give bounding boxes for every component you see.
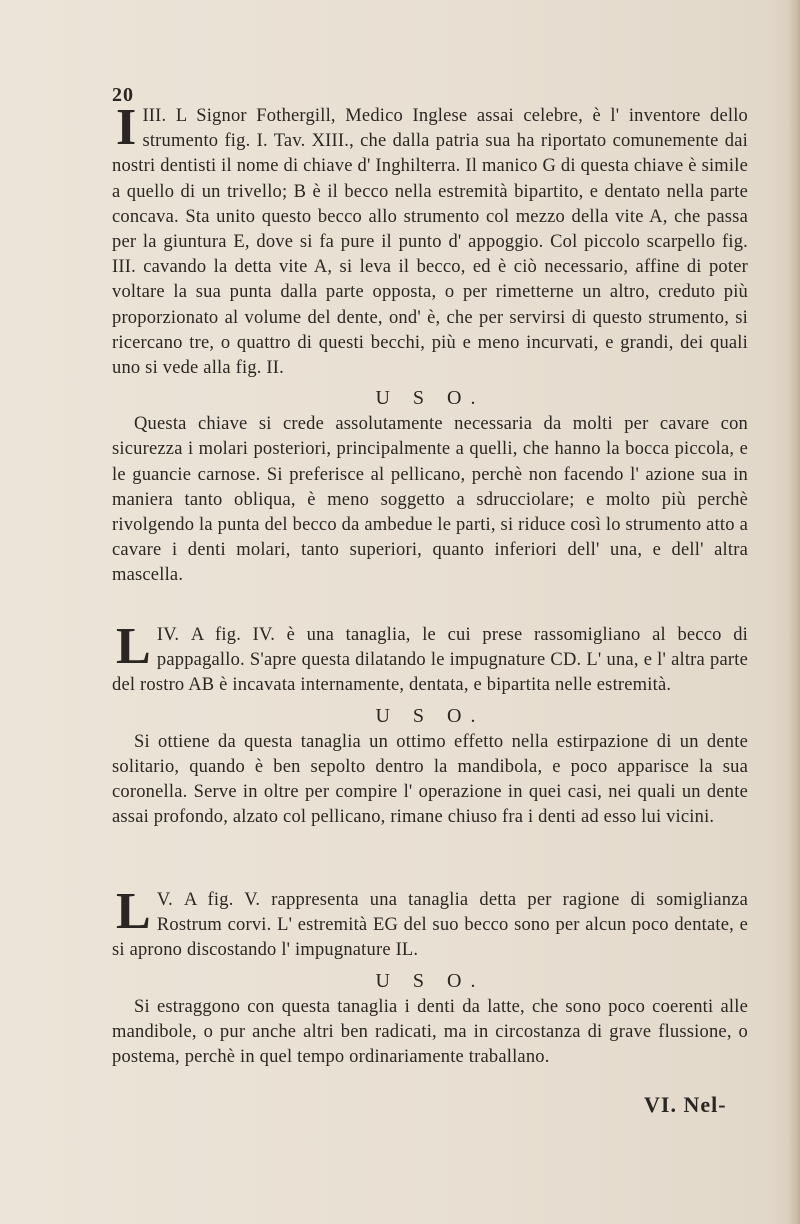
section-v-numeral: V. xyxy=(156,890,173,910)
section-iv-intro-paragraph xyxy=(112,618,748,699)
section-iii-intro-text: L Signor Fothergill, Medico Inglese assai celebre, è l' inventore dello strumento fig. I. Tav. XIII., che dalla patria sua ha riportato comunemente dai nostri dentisti il nome di chiave d' Inghilterra. Il manico G di questa chiave è simile a quello di un trivello; B è il becco nella estremità bipartito, e dentato nella parte concava. Sta unito questo becco allo strumento col mezzo della vite A, che passa per la giuntura E, dove si fa pure il punto d' appoggio. Col piccolo scarpello fig. III. cavando la detta vite A, si leva il becco, ed è ciò necessario, affine di poter voltare la sua punta dalla parte opposta, o per rimetterne un altro, creduto più proporzionato al volume del dente, ond' è, che per servirsi di questo strumento, si ricercano tre, o quattro di questi becchi, più e meno incurvati, e grandi, dei quali uno si vede alla fig. II. xyxy=(112,106,748,379)
page-number: 20 xyxy=(112,84,134,106)
section-iv-dropcap: L xyxy=(116,618,151,675)
section-v-intro-paragraph xyxy=(112,883,749,964)
section-iii xyxy=(112,99,748,589)
section-iii-dropcap: I xyxy=(116,99,137,156)
section-iii-uso-heading: U S O. xyxy=(375,387,485,410)
section-iv-uso-text: Si ottiene da questa tanaglia un ottimo effetto nella estirpazione di un dente solitario, quando è ben sepolto dentro la mandibola, e poco apparisce la sua coronella. Serve in oltre per compire l' operazione in quei casi, nei quali un dente assai profondo, alzato col pellicano, rimane chiuso fra i denti ad esso lui vicini. xyxy=(112,731,748,828)
section-iii-uso-text: Questa chiave si crede assolutamente necessaria da molti per cavare con sicurezza i molari posteriori, principalmente a quelli, che hanno la bocca piccola, e le guancie carnose. Si preferisce al pellicano, perchè non facendo l' azione sua in maniera tanto obliqua, è meno soggetto a sdrucciolare; e molto più perchè rivolgendo la punta del becco da ambedue le parti, si riduce così lo strumento atto a cavare i denti molari, tanto superiori, quanto inferiori dell' una, e dell' altra mascella. xyxy=(112,414,748,586)
section-iv xyxy=(112,618,748,830)
section-iii-intro-paragraph xyxy=(112,99,748,381)
section-iv-intro-text: A fig. IV. è una tanaglia, le cui prese rassomigliano al becco di pappagallo. S'apre questa dilatando le impugnature CD. L' una, e l' altra parte del rostro AB è incavata internamente, dentata, e bipartita nelle estremità. xyxy=(112,625,748,696)
section-v-intro-text: A fig. V. rappresenta una tanaglia detta per ragione di somiglianza Rostrum corvi. L' estremità EG del suo becco sono per alcun poco dentate, e si aprono discostando l' impugnature IL. xyxy=(112,890,749,961)
page-edge xyxy=(788,0,800,1224)
section-v-uso-heading: U S O. xyxy=(375,969,485,992)
section-iii-numeral: III. xyxy=(142,106,167,126)
section-v xyxy=(112,883,749,1070)
section-v-uso-text: Si estraggono con questa tanaglia i denti da latte, che sono poco coerenti alle mandibole, o pur anche altri ben radicati, ma in circostanza di grave flussione, o postema, perchè in quel tempo ordinariamente traballano. xyxy=(112,996,748,1068)
section-iv-uso-heading: U S O. xyxy=(375,704,485,727)
section-v-dropcap: L xyxy=(116,883,151,940)
section-iv-numeral: IV. xyxy=(156,625,180,645)
catchword: VI. Nel- xyxy=(644,1092,727,1117)
